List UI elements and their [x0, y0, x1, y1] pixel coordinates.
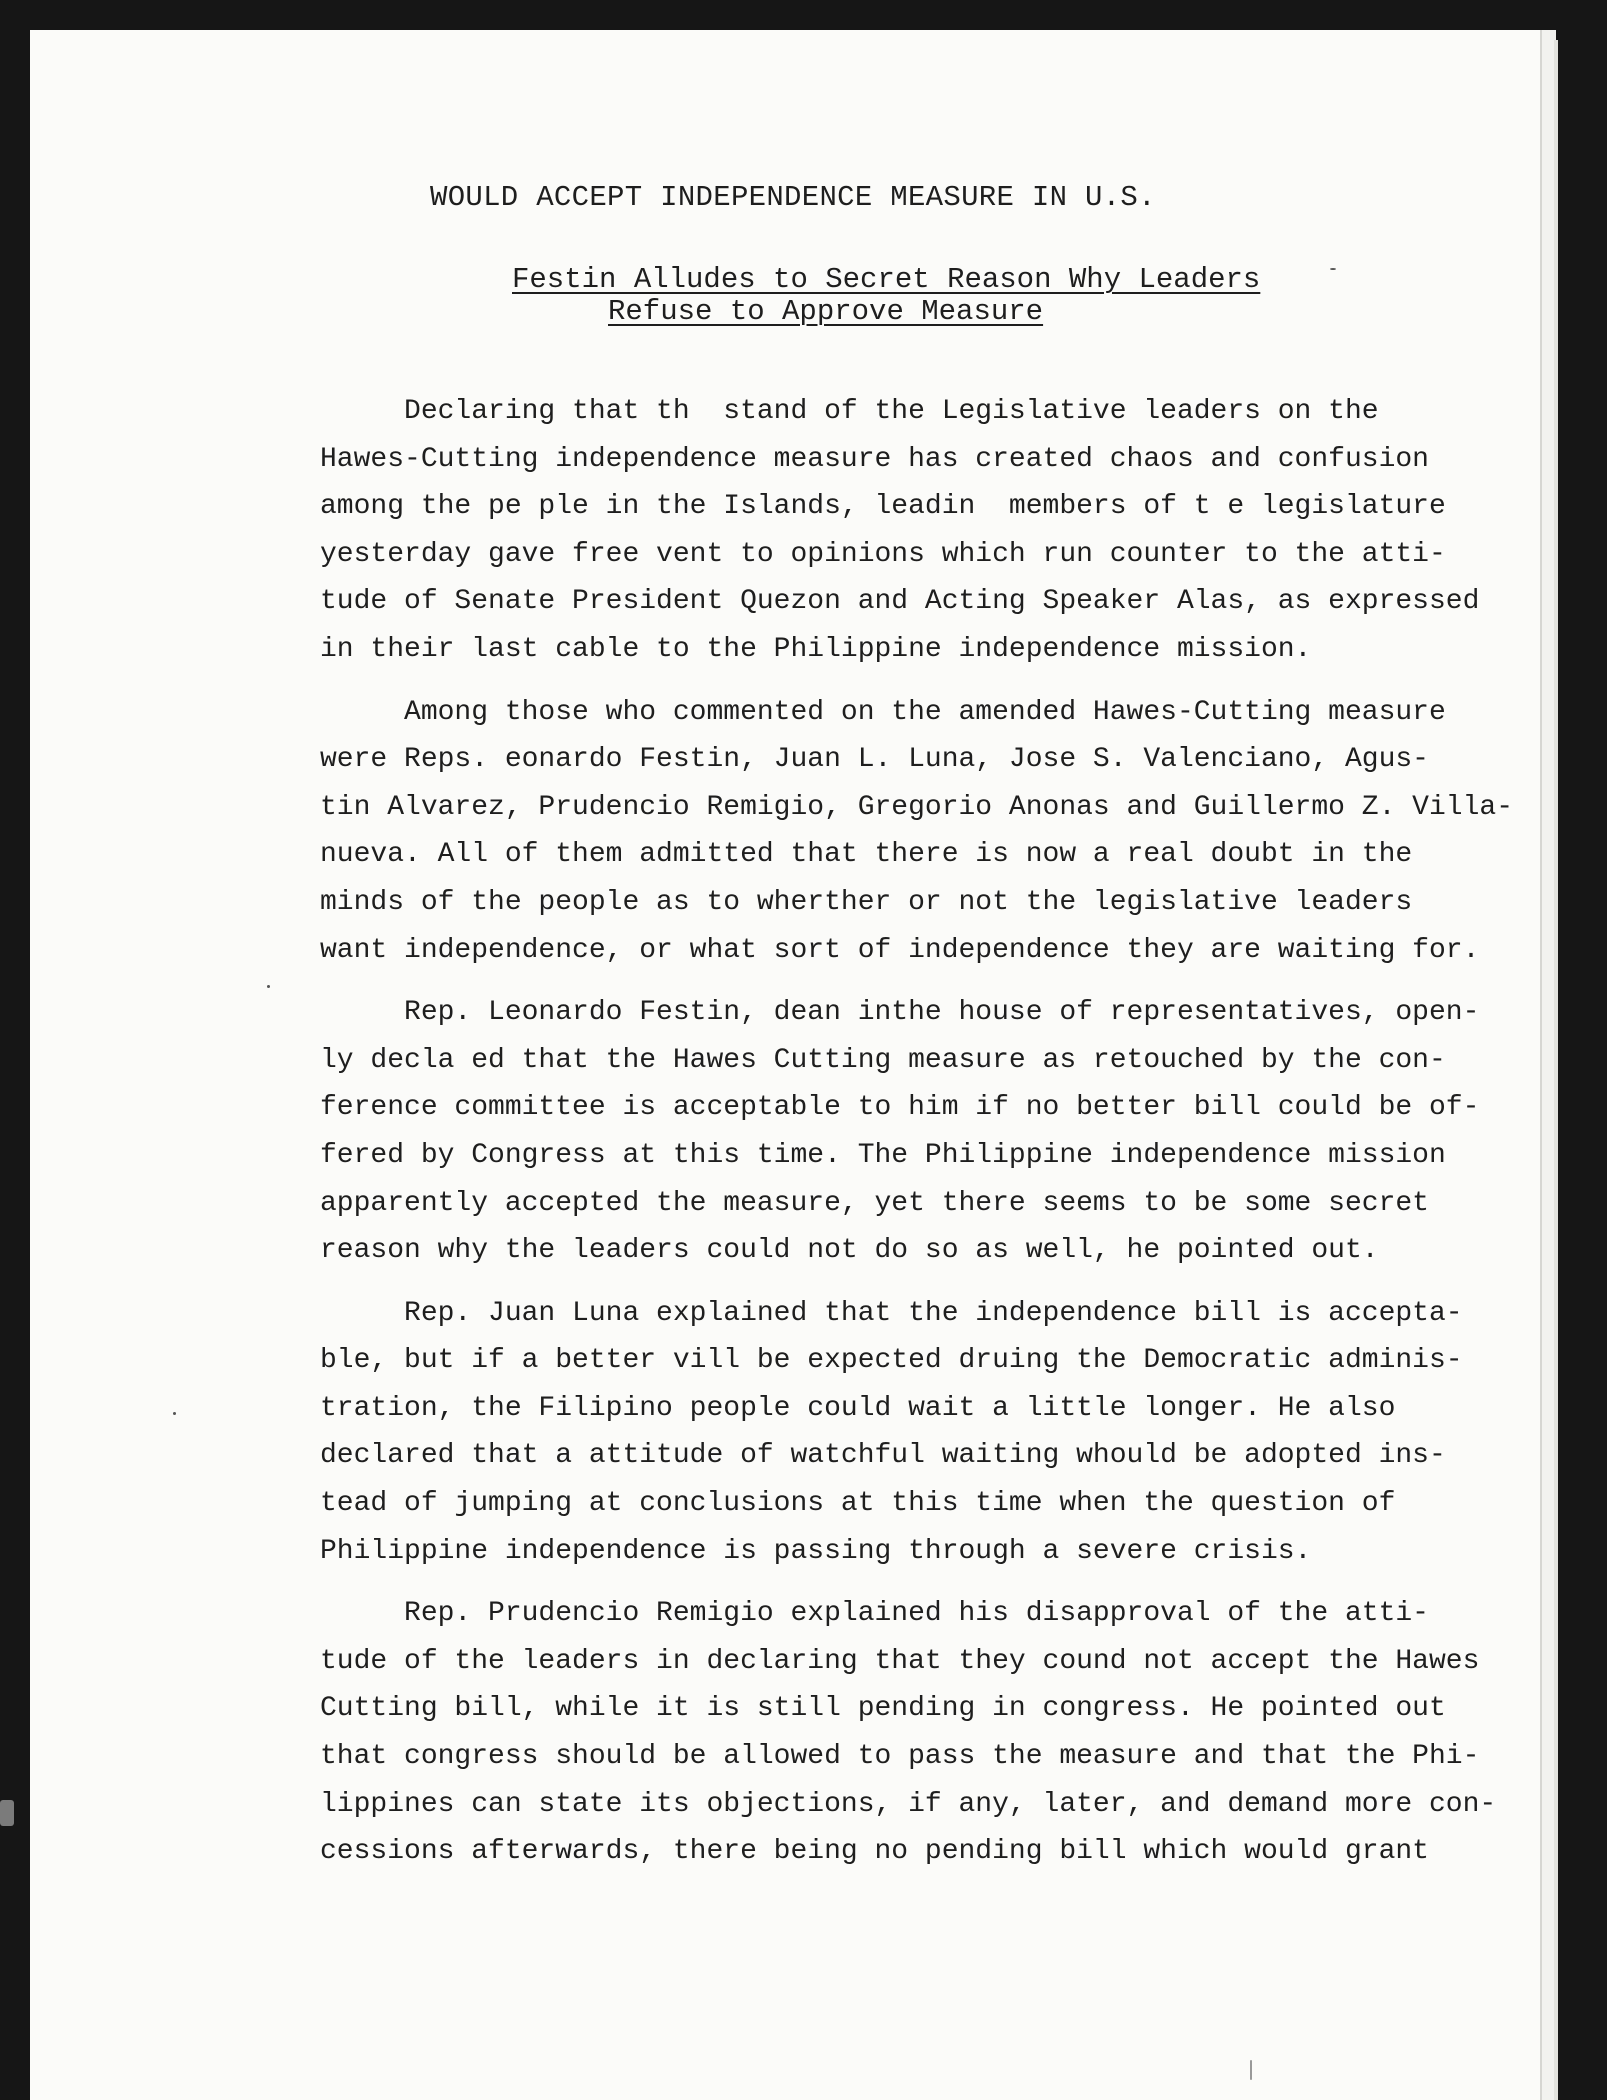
- scanner-clip-mark: [0, 1800, 14, 1826]
- page-edge-shadow: [1554, 40, 1558, 2100]
- text-line: Rep. Leonardo Festin, dean inthe house of representatives, open-: [320, 997, 1480, 1029]
- paragraph-2: [320, 689, 1513, 975]
- text-line: among the pe ple in the Islands, leadin members of t e legislature: [320, 491, 1446, 523]
- text-line: Among those who commented on the amended Hawes-Cutting measure: [320, 696, 1446, 728]
- text-line: ly decla ed that the Hawes Cutting measure as retouched by the con-: [320, 1044, 1446, 1076]
- text-line: Declaring that th stand of the Legislative leaders on the: [320, 396, 1379, 427]
- text-line: Rep. Juan Luna explained that the independence bill is accepta-: [320, 1297, 1463, 1329]
- paragraph-5: [320, 1590, 1497, 1876]
- paragraph-4: [320, 1290, 1470, 1576]
- text-line: Philippine independence is passing through a severe crisis.: [320, 1535, 1312, 1567]
- text-line: tead of jumping at conclusions at this time when the question of: [320, 1488, 1396, 1520]
- text-line: minds of the people as to wherther or not the legislative leaders: [320, 886, 1413, 918]
- text-line: tude of Senate President Quezon and Acting Speaker Alas, as expressed: [320, 586, 1480, 618]
- paragraph-3: [320, 989, 1480, 1275]
- text-line: Cutting bill, while it is still pending in congress. He pointed out: [320, 1693, 1446, 1725]
- text-line: want independence, or what sort of independence they are waiting for.: [320, 934, 1480, 966]
- text-line: reason why the leaders could not do so as well, he pointed out.: [320, 1235, 1379, 1267]
- paragraph-1: [320, 388, 1480, 674]
- text-line: apparently accepted the measure, yet there seems to be some secret: [320, 1187, 1429, 1219]
- text-line: tin Alvarez, Prudencio Remigio, Gregorio Anonas and Guillermo Z. Villa-: [320, 791, 1513, 823]
- text-line: yesterday gave free vent to opinions which run counter to the atti-: [320, 538, 1446, 570]
- text-line: fered by Congress at this time. The Philippine independence mission: [320, 1139, 1446, 1171]
- article-body: [320, 388, 1513, 1891]
- text-line: ference committee is acceptable to him if no better bill could be of-: [320, 1092, 1480, 1124]
- dust-speck: [1250, 2060, 1252, 2080]
- text-line: Hawes-Cutting independence measure has created chaos and confusion: [320, 443, 1429, 475]
- subheadline-line-1: Festin Alludes to Secret Reason Why Leaders: [512, 263, 1261, 296]
- text-line: in their last cable to the Philippine independence mission.: [320, 633, 1312, 665]
- dust-speck: [173, 1412, 176, 1415]
- text-line: ble, but if a better vill be expected druing the Democratic adminis-: [320, 1345, 1463, 1377]
- text-line: cessions afterwards, there being no pending bill which would grant: [320, 1836, 1429, 1868]
- text-line: tude of the leaders in declaring that they cound not accept the Hawes: [320, 1645, 1480, 1677]
- headline: WOULD ACCEPT INDEPENDENCE MEASURE IN U.S.: [430, 181, 1156, 214]
- dust-speck: [1330, 268, 1336, 270]
- text-line: that congress should be allowed to pass the measure and that the Phi-: [320, 1741, 1480, 1773]
- text-line: nueva. All of them admitted that there is now a real doubt in the: [320, 839, 1413, 871]
- subheadline-line-2: Refuse to Approve Measure: [608, 295, 1044, 328]
- text-line: were Reps. eonardo Festin, Juan L. Luna, Jose S. Valenciano, Agus-: [320, 744, 1429, 776]
- dust-speck: [267, 985, 270, 988]
- text-line: lippines can state its objections, if any, later, and demand more con-: [320, 1788, 1497, 1820]
- text-line: Rep. Prudencio Remigio explained his disapproval of the atti-: [320, 1598, 1429, 1630]
- text-line: declared that a attitude of watchful waiting whould be adopted ins-: [320, 1440, 1446, 1472]
- text-line: tration, the Filipino people could wait a little longer. He also: [320, 1392, 1396, 1424]
